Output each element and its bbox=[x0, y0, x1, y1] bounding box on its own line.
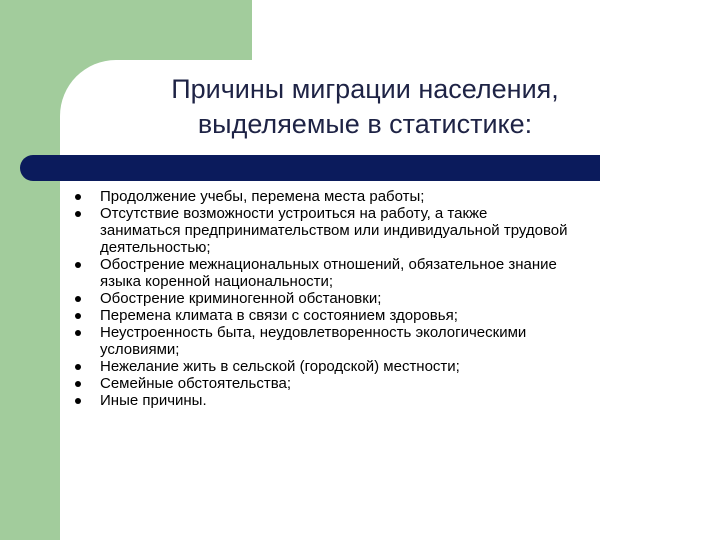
list-item bbox=[70, 324, 670, 358]
bullet-icon bbox=[75, 364, 81, 370]
bullet-icon bbox=[75, 296, 81, 302]
bullet-icon bbox=[75, 211, 81, 217]
list-item bbox=[70, 375, 670, 392]
list-item-text: Продолжение учебы, перемена места работы; bbox=[100, 188, 425, 205]
reasons-list bbox=[70, 188, 670, 409]
slide-title-line: выделяемые в статистике: bbox=[197, 109, 533, 139]
bullet-icon bbox=[75, 398, 81, 404]
list-item-text: деятельностью; bbox=[100, 239, 211, 256]
list-item-text: заниматься предпринимательством или индивидуальной трудовой bbox=[100, 222, 568, 239]
list-item bbox=[70, 188, 670, 205]
list-item-text: Семейные обстоятельства; bbox=[100, 375, 292, 392]
list-item-text: Нежелание жить в сельской (городской) местности; bbox=[100, 358, 460, 375]
bullet-icon bbox=[75, 381, 81, 387]
list-item bbox=[70, 205, 670, 256]
list-item bbox=[70, 307, 670, 324]
list-item-text: Иные причины. bbox=[100, 392, 207, 409]
list-item-text: условиями; bbox=[100, 341, 180, 358]
list-item-text: Обострение межнациональных отношений, обязательное знание bbox=[100, 256, 557, 273]
bullet-icon bbox=[75, 313, 81, 319]
list-item-text: Перемена климата в связи с состоянием здоровья; bbox=[100, 307, 458, 324]
list-item bbox=[70, 392, 670, 409]
bullet-icon bbox=[75, 330, 81, 336]
list-item bbox=[70, 290, 670, 307]
list-item-text: Обострение криминогенной обстановки; bbox=[100, 290, 382, 307]
list-item-text: языка коренной национальности; bbox=[100, 273, 334, 290]
slide-title-line: Причины миграции населения, bbox=[171, 74, 559, 104]
bullet-icon bbox=[75, 262, 81, 268]
list-item-text: Неустроенность быта, неудовлетворенность экологическими bbox=[100, 324, 527, 341]
list-item-text: Отсутствие возможности устроиться на работу, а также bbox=[100, 205, 488, 222]
title-divider-bar bbox=[20, 155, 600, 181]
list-item bbox=[70, 256, 670, 290]
bullet-icon bbox=[75, 194, 81, 200]
list-item bbox=[70, 358, 670, 375]
slide-title bbox=[60, 72, 670, 142]
